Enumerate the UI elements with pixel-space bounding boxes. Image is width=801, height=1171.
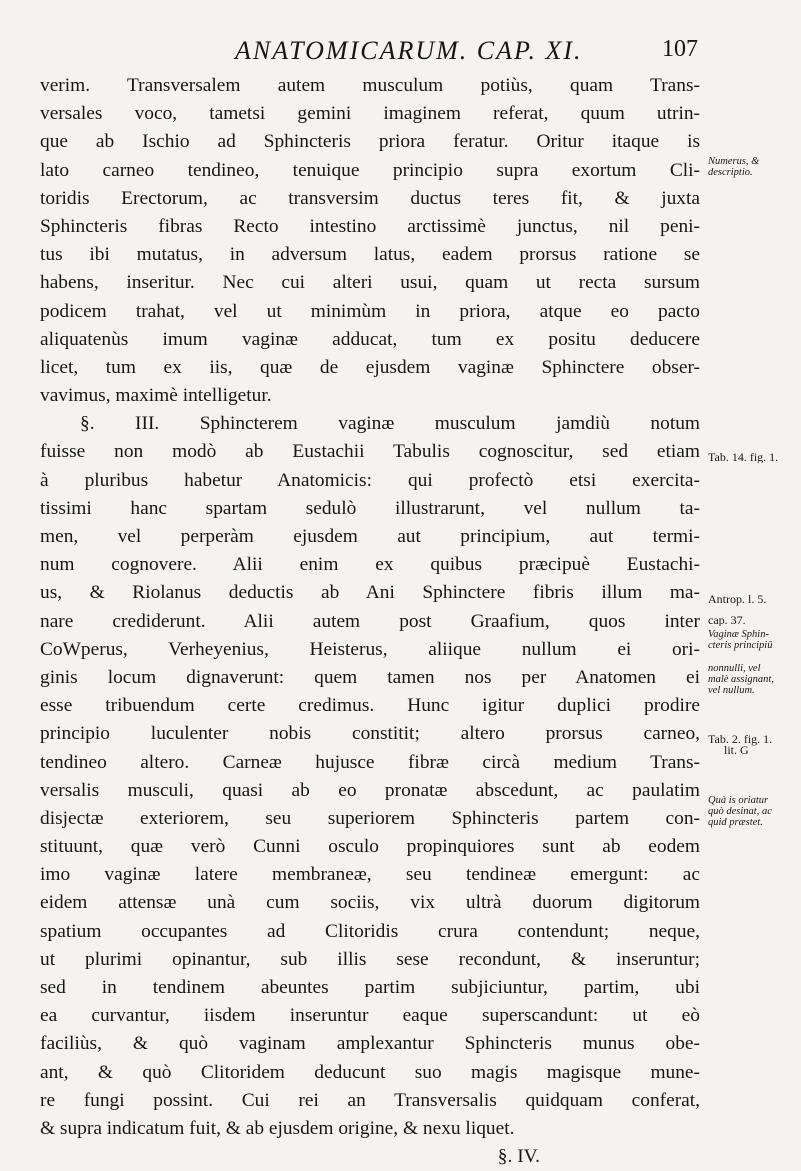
text-line: fuisse non modò ab Eustachii Tabulis cognoscitur, sed etiam [40,441,700,463]
text-line: que ab Ischio ad Sphincteris priora feratur. Oritur itaque is [40,131,700,153]
text-line: num cognovere. Alii enim ex quibus præcipuè Eustachi- [40,554,700,576]
text-line: disjectæ exteriorem, seu superiorem Sphincteris partem con- [40,807,700,829]
margin-note-line: quid præstet. [708,817,763,828]
text-line: principio luculenter nobis constitit; altero prorsus carneo, [40,723,700,745]
page-header [40,36,698,70]
text-line: licet, tum ex iis, quæ de ejusdem vaginæ Sphinctere obser- [40,356,700,378]
margin-note-line: Vaginæ Sphin- [708,629,769,640]
text-line: verim. Transversalem autem musculum potiùs, quam Trans- [40,75,700,96]
catchword: §. IV. [497,1146,540,1168]
text-line: tus ibi mutatus, in adversum latus, eadem prorsus ratione se [40,244,700,266]
body-text [40,72,700,1171]
text-line: versales voco, tametsi gemini imaginem referat, quum utrin- [40,103,700,125]
text-line: imo vaginæ latere membraneæ, seu tendineæ emergunt: ac [40,864,700,886]
text-line: nare crediderunt. Alii autem post Graafium, quos inter [40,610,700,632]
text-line: ginis locum dignaverunt: quem tamen nos per Anatomen ei [40,666,700,688]
margin-note-line: Tab. 2. fig. 1. [708,734,773,746]
margin-note-line: quò desinat, ac [708,806,772,817]
text-line: spatium occupantes ad Clitoridis crura contendunt; neque, [40,920,700,942]
text-line: tendineo altero. Carneæ hujusce fibræ circà medium Trans- [40,751,700,773]
text-line: aliquatenùs imum vaginæ adducat, tum ex positu deducere [40,328,700,350]
margin-note-line: vel nullum. [708,685,755,696]
text-line: vavimus, maximè intelligetur. [40,385,272,407]
text-line: ant, & quò Clitoridem deducunt suo magis magisque mune- [40,1061,700,1083]
text-line: CoWperus, Verheyenius, Heisterus, aliique nullum ei ori- [40,638,700,660]
margin-note-line: descriptio. [708,167,753,178]
text-line: us, & Riolanus deductis ab Ani Sphinctere fibris illum ma- [40,582,700,604]
running-head: ANATOMICARUM. CAP. XI. [235,36,583,65]
text-line: & supra indicatum fuit, & ab ejusdem origine, & nexu liquet. [40,1117,515,1139]
text-line: sed in tendinem abeuntes partim subjiciuntur, partim, ubi [40,977,700,998]
margin-note [708,594,800,626]
text-line: Sphincteris fibras Recto intestino arctissimè junctus, nil peni- [40,215,700,237]
margin-note [708,795,800,828]
text-line: re fungi possint. Cui rei an Transversalis quidquam conferat, [40,1089,700,1111]
margin-note-line: Antrop. l. 5. [708,594,767,606]
margin-note-line: Numerus, & [708,156,760,167]
margin-note-line: Quà is oriatur [708,795,769,806]
text-line: à pluribus habetur Anatomicis: qui profectò etsi exercita- [40,469,700,491]
margin-note-line: lit. G [724,743,749,756]
text-line: tissimi hanc spartam sedulò illustrarunt, vel nullum ta- [40,497,700,519]
margin-note-line: nonnulli, vel [708,663,761,674]
margin-note [708,156,800,178]
text-line: versalis musculi, quasi ab eo pronatæ abscedunt, ac paulatim [40,779,700,801]
text-line: stituunt, quæ verò Cunni osculo propinquiores sunt ab eodem [40,836,700,858]
text-line: ea curvantur, iisdem inseruntur eaque superscandunt: ut eò [40,1005,700,1027]
margin-note-line: Tab. 14. fig. 1. [708,452,779,463]
text-line: podicem trahat, vel ut minimùm in priora, atque eo pacto [40,300,700,322]
text-line: esse tribuendum certe credimus. Hunc igitur duplici prodire [40,695,700,717]
text-line: lato carneo tendineo, tenuique principio supra exortum Cli- [40,159,700,181]
text-line: eidem attensæ unà cum sociis, vix ultrà duorum digitorum [40,892,700,914]
margin-note [708,452,800,463]
text-line: faciliùs, & quò vaginam amplexantur Sphincteris munus obe- [40,1033,700,1055]
margin-note-line: malè assignant, [708,674,774,685]
text-line: toridis Erectorum, ac transversim ductus teres fit, & juxta [40,187,700,209]
margin-note [708,663,800,696]
page-number: 107 [662,36,698,62]
text-line: §. III. Sphincterem vaginæ musculum jamdiù notum [80,413,700,435]
margin-note [708,734,800,756]
text-line: habens, inseritur. Nec cui alteri usui, quam ut recta sursum [40,272,700,294]
margin-note [708,629,800,651]
text-line: men, vel perperàm ejusdem aut principium, aut termi- [40,526,700,547]
margin-note-line: cap. 37. [708,613,746,626]
text-line: ut plurimi opinantur, sub illis sese recondunt, & inseruntur; [40,948,700,970]
margin-note-line: cteris principiū [708,640,773,651]
